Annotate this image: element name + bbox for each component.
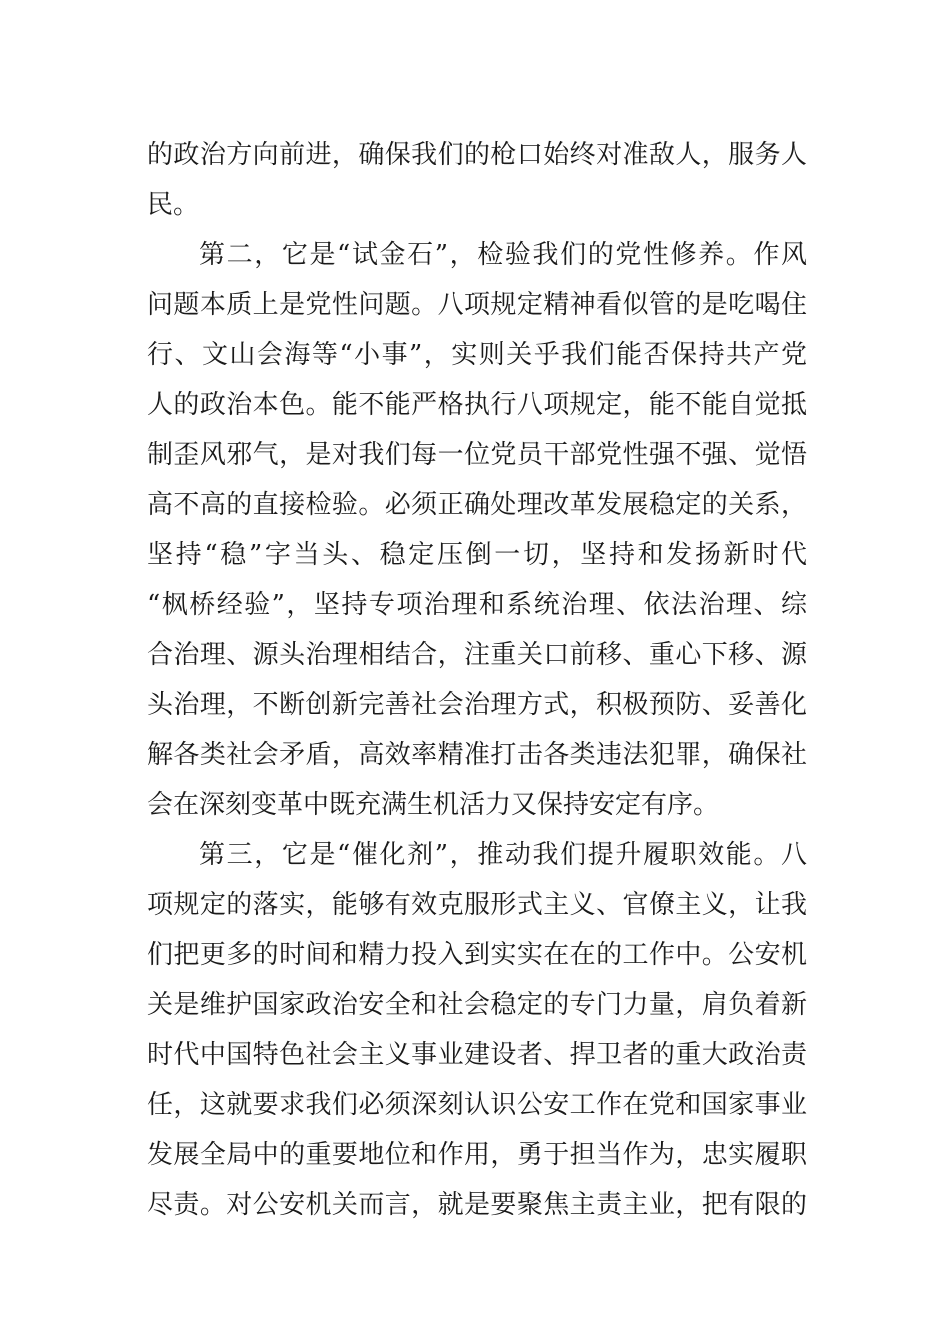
text-line-17: 们把更多的时间和精力投入到实实在在的工作中。公安机 (147, 940, 807, 970)
text-line-16: 项规定的落实，能够有效克服形式主义、官僚主义，让我 (147, 890, 807, 920)
text-line-13: 解各类社会矛盾，高效率精准打击各类违法犯罪，确保社 (147, 740, 807, 770)
text-line-18: 关是维护国家政治安全和社会稳定的专门力量，肩负着新 (147, 990, 807, 1020)
text-line-5: 行、文山会海等“小事”，实则关乎我们能否保持共产党 (147, 340, 807, 370)
text-line-20: 任，这就要求我们必须深刻认识公安工作在党和国家事业 (147, 1090, 807, 1120)
text-line-11: 合治理、源头治理相结合，注重关口前移、重心下移、源 (147, 640, 807, 670)
text-line-10: “枫桥经验”，坚持专项治理和系统治理、依法治理、综 (147, 590, 807, 620)
text-line-1: 的政治方向前进，确保我们的枪口始终对准敌人，服务人 (147, 140, 807, 170)
paragraph-2-first-line: 第二，它是“试金石”，检验我们的党性修养。作风 (199, 240, 807, 270)
text-line-22: 尽责。对公安机关而言，就是要聚焦主责主业，把有限的 (147, 1190, 807, 1220)
text-line-19: 时代中国特色社会主义事业建设者、捍卫者的重大政治责 (147, 1040, 807, 1070)
paragraph-3-first-line: 第三，它是“催化剂”，推动我们提升履职效能。八 (199, 840, 807, 870)
text-line-9: 坚持“稳”字当头、稳定压倒一切，坚持和发扬新时代 (147, 540, 807, 570)
text-line-7: 制歪风邪气，是对我们每一位党员干部党性强不强、觉悟 (147, 440, 807, 470)
text-line-21: 发展全局中的重要地位和作用，勇于担当作为，忠实履职 (147, 1140, 807, 1170)
text-line-14: 会在深刻变革中既充满生机活力又保持安定有序。 (147, 790, 720, 820)
text-line-6: 人的政治本色。能不能严格执行八项规定，能不能自觉抵 (147, 390, 807, 420)
text-line-8: 高不高的直接检验。必须正确处理改革发展稳定的关系， (147, 490, 807, 520)
text-line-12: 头治理，不断创新完善社会治理方式，积极预防、妥善化 (147, 690, 807, 720)
text-line-4: 问题本质上是党性问题。八项规定精神看似管的是吃喝住 (147, 290, 807, 320)
text-line-2: 民。 (147, 190, 200, 220)
